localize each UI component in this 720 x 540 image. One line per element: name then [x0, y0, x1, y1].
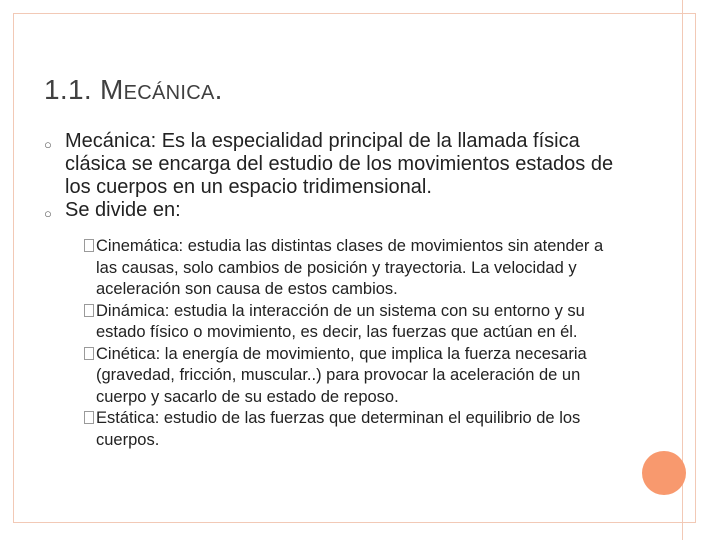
sub-bullet-text: Cinemática: estudia las distintas clases de movimientos sin atender a las causas, solo cambios de posición y trayectoria. La velocidad y aceleración son causa de estos cambios.: [96, 237, 604, 298]
square-bullet-icon: [84, 411, 94, 424]
sub-bullet-item: [84, 408, 624, 451]
circle-bullet-icon: ○: [44, 206, 52, 221]
title-suffix: .: [214, 74, 223, 105]
title-prefix: 1.1. M: [44, 74, 124, 105]
circle-bullet-icon: ○: [44, 137, 52, 152]
square-bullet-icon: [84, 304, 94, 317]
bullet-item: [44, 199, 644, 222]
main-bullet-list: [44, 130, 644, 222]
bullet-text: Mecánica: Es la especialidad principal de la llamada física clásica se encarga del estudio de los movimientos estados de los cuerpos en un espacio tridimensional.: [65, 130, 614, 198]
sub-bullet-item: [84, 236, 624, 301]
slide-title: [44, 74, 223, 106]
sub-bullet-item: [84, 344, 624, 409]
square-bullet-icon: [84, 239, 94, 252]
sub-bullet-text: Cinética: la energía de movimiento, que implica la fuerza necesaria (gravedad, fricción, muscular..) para provocar la aceleración de un cuerpo y sacarlo de su estado de reposo.: [96, 344, 587, 406]
square-bullet-icon: [84, 347, 94, 360]
sub-bullet-list: [84, 236, 624, 451]
sub-bullet-item: [84, 301, 624, 344]
bullet-item: [44, 130, 644, 199]
bullet-text: Se divide en:: [65, 199, 181, 221]
slide-right-band: [682, 0, 683, 540]
title-small-caps: ECÁNICA: [123, 82, 215, 104]
sub-bullet-text: Estática: estudio de las fuerzas que determinan el equilibrio de los cuerpos.: [96, 409, 581, 449]
sub-bullet-text: Dinámica: estudia la interacción de un sistema con su entorno y su estado físico o movimiento, es decir, las fuerzas que actúan en él.: [96, 301, 585, 341]
decorative-circle: [642, 451, 686, 495]
